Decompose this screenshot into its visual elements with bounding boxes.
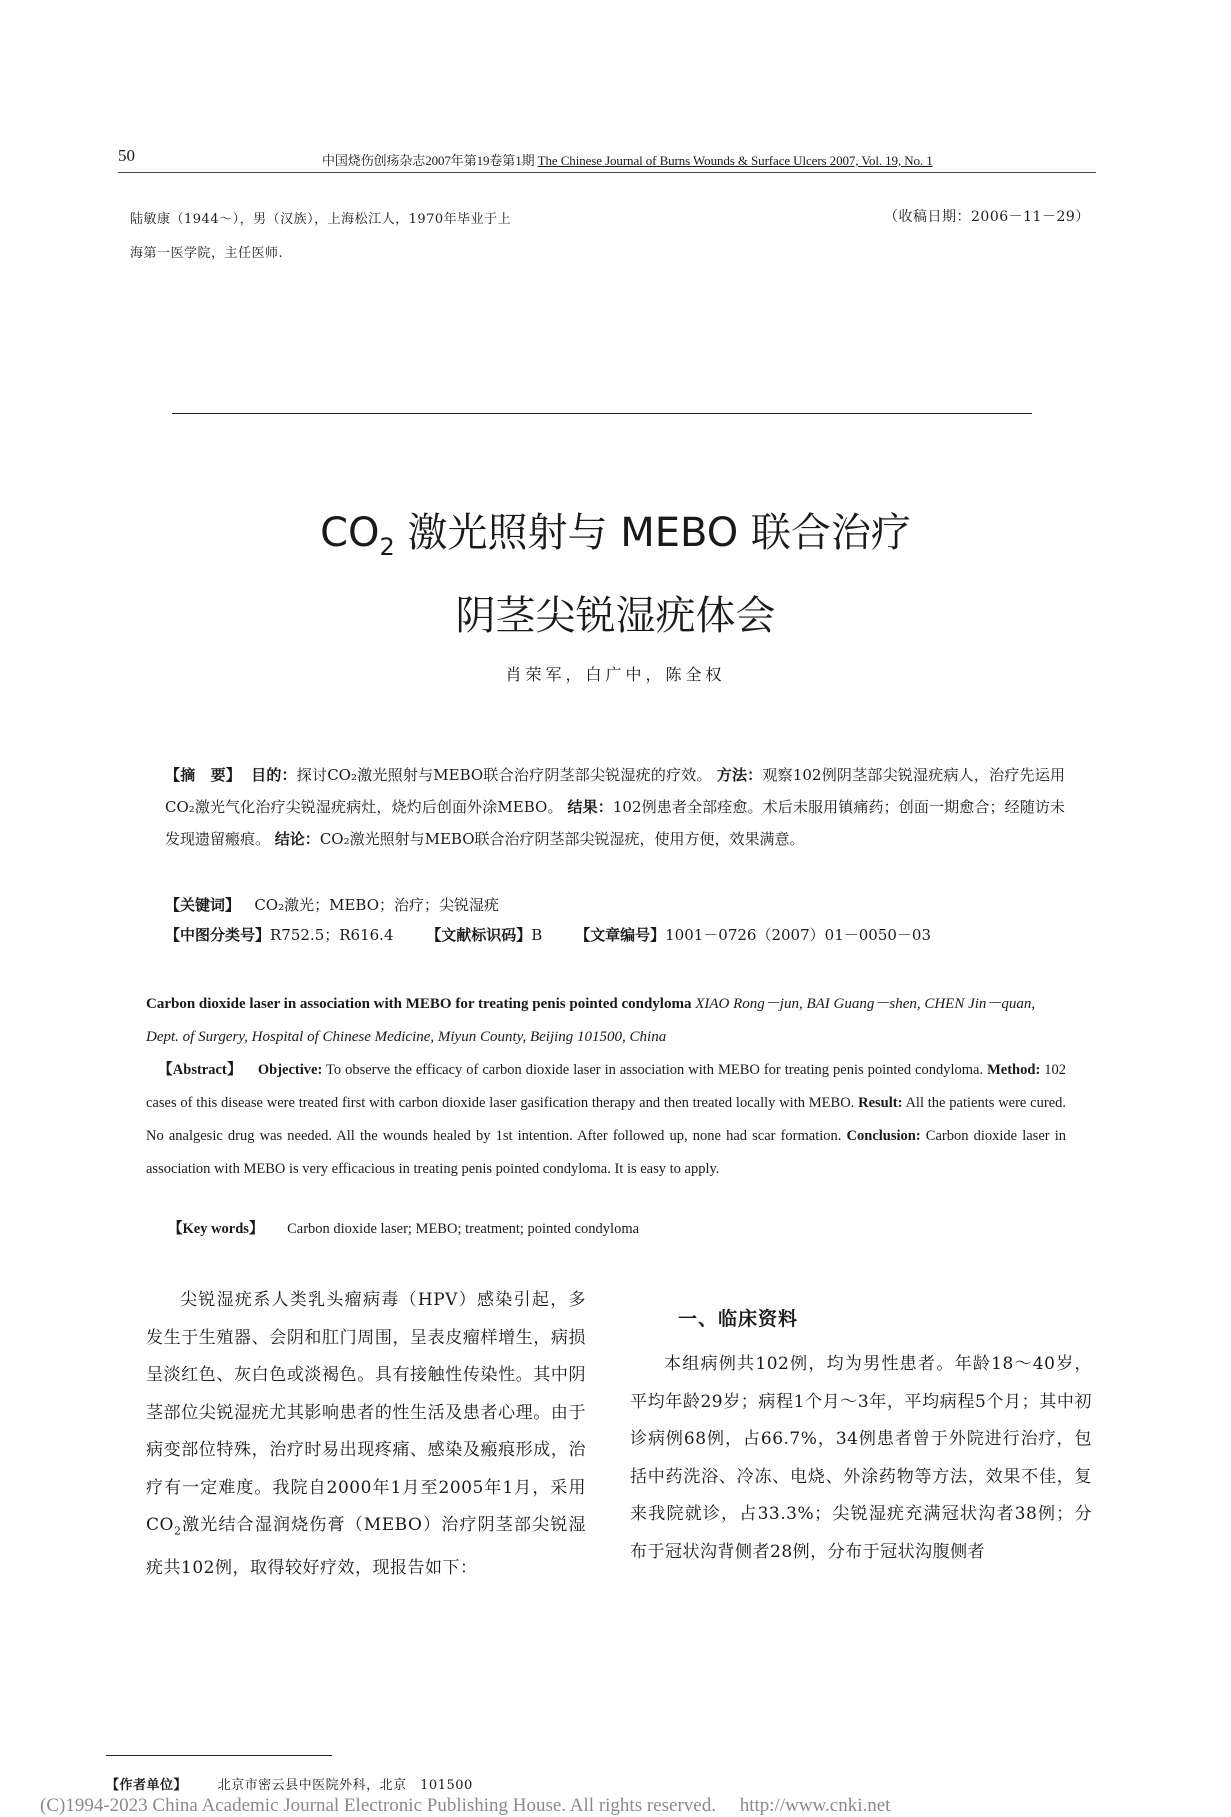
english-title: Carbon dioxide laser in association with MEBO for treating penis pointed condyloma [146,996,692,1012]
author-unit-label: 【作者单位】 [106,1778,188,1793]
result-cn: 102例患者全部痊愈。术后未服用镇痛药；创面一期愈合；经随访未发现遗留瘢痕。 [165,798,1065,848]
author-note [130,203,660,271]
classification-cn [165,920,1065,950]
authors: 肖荣军，白广中，陈全权 [505,665,726,684]
result-cn-label: 结果： [567,798,613,816]
intro-text-2: 激光结合湿润烧伤膏（MEBO）治疗阴茎部尖锐湿疣共102例，取得较好疗效，现报告如下： [146,1515,586,1578]
footnote-rule [106,1755,332,1756]
title-line-2: 阴茎尖锐湿疣体会 [455,593,776,639]
intro-subscript: 2 [173,1524,182,1538]
author-note-line-1: 陆敏康（1944～），男（汉族），上海松江人，1970年毕业于上 [130,212,512,227]
title-co: CO [320,510,380,556]
method-cn-label: 方法： [716,766,763,784]
result-en-label: Result: [858,1095,903,1111]
clc-value: R752.5；R616.4 [270,926,394,944]
conclusion-cn: CO₂激光照射与MEBO联合治疗阴茎部尖锐湿疣，使用方便，效果满意。 [319,830,805,848]
objective-cn-label: 目的： [251,766,297,784]
title-line-1-rest: 激光照射与 MEBO 联合治疗 [394,510,911,556]
body-left-column [146,1282,586,1587]
method-en: 102 cases of this disease were treated first with carbon dioxide laser gasification therapy and then treated locally with MEBO. [146,1062,1067,1111]
article-title [0,499,1231,651]
keywords-cn-value: CO₂激光；MEBO；治疗；尖锐湿疣 [254,896,500,914]
title-subscript: 2 [379,533,395,561]
intro-paragraph [146,1282,586,1587]
page-number: 50 [118,146,135,165]
conclusion-cn-label: 结论： [274,830,320,848]
clinical-data-paragraph: 本组病例共102例，均为男性患者。年龄18～40岁，平均年龄29岁；病程1个月～3年，平均病程5个月；其中初诊病例68例，占66.7%，34例患者曾于外院进行治疗，包括中药洗浴、冷冻、电烧、外涂药物等方法，效果不佳，复来我院就诊，占33.3%；尖锐湿疣充满冠状沟者38例；分布于冠状沟背侧者28例，分布于冠状沟腹侧者 [630,1354,1092,1562]
author-note-line-2: 海第一医学院，主任医师. [130,246,284,261]
article-number-label: 【文章编号】 [575,926,666,944]
article-number-value: 1001－0726（2007）01－0050－03 [665,926,931,944]
result-en: All the patients were cured. No analgesic drug was needed. All the wounds healed by 1st intention. After followed up, none had scar formation. [146,1095,1067,1144]
keywords-en-label: 【Key words】 [168,1221,264,1237]
method-en-label: Method: [987,1062,1041,1078]
objective-cn: 探讨CO₂激光照射与MEBO联合治疗阴茎部尖锐湿疣的疗效。 [296,766,712,784]
doc-code-label: 【文献标识码】 [426,926,532,944]
copyright-watermark: (C)1994-2023 China Academic Journal Electronic Publishing House. All rights reserved. http://www.cnki.net [40,1795,891,1816]
clc-label: 【中图分类号】 [165,926,271,944]
keywords-en-value: Carbon dioxide laser; MEBO; treatment; pointed condyloma [287,1221,640,1237]
conclusion-en-label: Conclusion: [846,1128,921,1144]
english-title-block [146,988,1066,1054]
keywords-cn [165,890,1065,920]
doc-code [426,926,556,944]
conclusion-en: Carbon dioxide laser in association with MEBO is very efficacious in treating penis pointed condyloma. It is easy to apply. [146,1128,1066,1177]
header-rule [118,172,1096,173]
received-date: （收稿日期：2006－11－29） [884,209,1090,225]
abstract-cn-label: 【摘 要】 [165,766,242,784]
keywords-cn-label: 【关键词】 [165,896,241,914]
title-line-1 [0,499,1231,582]
objective-en-label: Objective: [257,1062,323,1078]
section-heading-clinical-data: 一、临床资料 [678,1308,799,1330]
english-authors-affiliation: XIAO Rong－jun, BAI Guang－shen, CHEN Jin－quan, Dept. of Surgery, Hospital of Chinese Medicine, Miyun County, Beijing 101500, China [146,996,1036,1045]
doc-code-value: B [531,926,543,944]
title-rule [172,413,1032,414]
body-right-column [630,1346,1092,1571]
abstract-en [146,1054,1066,1186]
article-number [575,926,945,944]
author-unit-value: 北京市密云县中医院外科，北京 101500 [217,1778,473,1793]
keywords-en [168,1217,1068,1238]
running-head-en: The Chinese Journal of Burns Wounds & Surface Ulcers 2007, Vol. 19, No. 1 [537,153,933,168]
running-head [322,150,933,169]
method-cn: 观察102例阴茎部尖锐湿疣病人，治疗先运用CO₂激光气化治疗尖锐湿疣病灶，烧灼后创面外涂MEBO。 [165,766,1065,816]
running-head-cn: 中国烧伤创疡杂志2007年第19卷第1期 [322,153,535,168]
objective-en: To observe the efficacy of carbon dioxide laser in association with MEBO for treating penis pointed condyloma. [326,1062,984,1078]
abstract-cn [165,759,1065,855]
abstract-en-label: 【Abstract】 [157,1062,242,1078]
clc [165,926,408,944]
intro-text-1: 尖锐湿疣系人类乳头瘤病毒（HPV）感染引起，多发生于生殖器、会阴和肛门周围，呈表皮瘤样增生，病损呈淡红色、灰白色或淡褐色。具有接触性传染性。其中阴茎部位尖锐湿疣尤其影响患者的性生活及患者心理。由于病变部位特殊，治疗时易出现疼痛、感染及瘢痕形成，治疗有一定难度。我院自2000年1月至2005年1月，采用CO [146,1290,586,1535]
